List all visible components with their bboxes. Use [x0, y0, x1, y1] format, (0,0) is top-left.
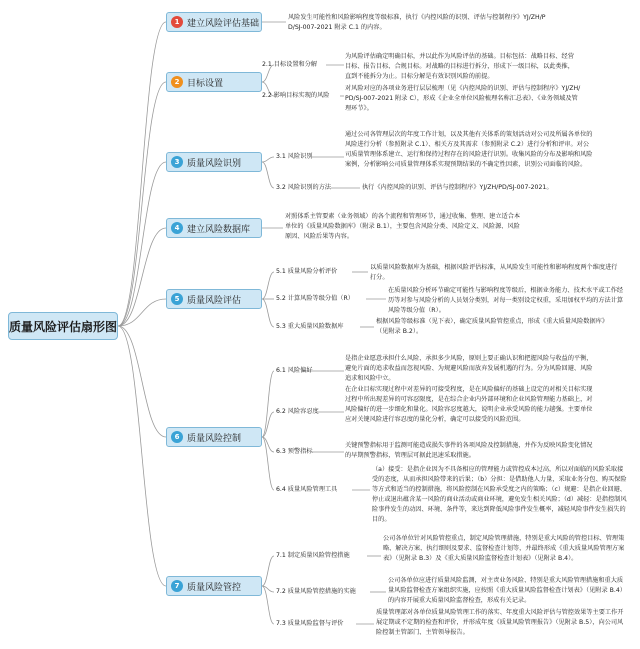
sub-connector-1-1 — [262, 162, 274, 188]
branch-1-badge: 1 — [171, 16, 183, 28]
branch-5-node — [166, 289, 262, 309]
sub-5-1-label: 5.1 质量风险分析评价 — [276, 268, 338, 275]
branch-4-badge: 4 — [171, 222, 183, 234]
sub-3-1-desc: 通过公司各管理层次的年度工作计划，以及其他有关体系的策划活动对公司及所属各单位的风险进行分析（参照附录 C.1）、相关方及其需求（参照附录 C.2）进行分析和评审。对公司质量管理体系建立、运行和保持过程存在的风险进行识别。收集风险的分布及影响和风险案例，分析影响公司质量管理体系实现预期结果的不确定性因素，识别公司面临的风险。 — [345, 131, 593, 168]
sub-2-1-desc: 为风险评估确定明确目标，并以此作为风险评估的基础。目标包括：战略目标、经营目标、报告目标、合规目标。对战略的目标进行拆分，形成下一级目标，以此类推，直到不能拆分为止。目标分解是有效识别风险的前提。 — [345, 53, 574, 80]
sub-7-3-label: 7.3 质量风险监督与评价 — [276, 620, 344, 627]
sub-6-3-label: 6.3 预警指标 — [276, 448, 313, 455]
sub-6-2-label: 6.2 风险容忍度 — [276, 408, 319, 415]
sub-3-2-label: 3.2 风险识别的方法 — [276, 184, 332, 191]
branch-4-label: 建立风险数据库 — [187, 224, 251, 235]
branch-3-label: 质量风险识别 — [187, 158, 242, 169]
sub-5-2-desc: 在质量风险分析环节确定可能性与影响程度等级后，根据业务能力、技术水平或工作经历等对参与风险分析的人员划分类别，对每一类别设定权重，采用加权平均的方法计算风险等级分值（R）。 — [388, 287, 624, 314]
sub-2-1-label: 2.1 目标设置和分解 — [262, 61, 318, 68]
sub-7-2-desc: 公司各单位应进行质量风险监测，对主责业务风险、特别是重大风险管理措施和重大质量风险监督检查方案组织实施，应按照《重大质量风险监督检查计划表》（见附录 B.4）的内容开展重大质量风险监督检查，形成有关记录。 — [388, 577, 626, 604]
sub-6-2-desc: 在企业目标实现过程中对差异的可接受程度，是在风险偏好的基础上设定的对相关目标实现过程中所出现差异的可容忍限度，是在综合企业内外部环境和企业风险管理能力基础上，对风险偏好的进一步细化和量化。风险容忍度越大，说明企业承受风险的能力越强。主要单位应对关键风险进行容忍度的量化分析，确定可以接受的风险范围。 — [345, 386, 593, 423]
sub-5-2-label: 5.2 计算风险等级分值（R） — [276, 295, 354, 302]
sub-5-3-label: 5.3 重大质量风险数据库 — [276, 323, 344, 330]
root-connector-5 — [118, 299, 166, 326]
branch-6-label: 质量风险控制 — [187, 433, 242, 444]
sub-6-4-label: 6.4 质量风险管理工具 — [276, 486, 338, 493]
branch-2-badge: 2 — [171, 76, 183, 88]
sub-connector-3-0 — [262, 371, 274, 437]
sub-connector-2-0 — [262, 272, 274, 299]
branch-6-node — [166, 427, 262, 447]
sub-6-1-desc: 是指企业愿意承担什么风险、承担多少风险，原则上要正确认识和把握风险与收益的平衡，避免片面的追求收益而忽视风险、为规避风险而放弃发展机遇的行为。分为风险回避、风险追求和风险中立。 — [345, 355, 593, 382]
branch-7-label: 质量风险管控 — [187, 582, 242, 593]
sub-7-1-label: 7.1 制定质量风险管控措施 — [276, 552, 350, 559]
branch-1-node — [166, 12, 262, 32]
branch-7-badge: 7 — [171, 580, 183, 592]
branch-2-node — [166, 72, 262, 92]
root-connector-6 — [118, 326, 166, 437]
root-connector-3 — [118, 162, 166, 326]
sub-6-3-desc: 关键预警指标用于监测可能造成损失事件的各项风险及控制措施，并作为反映风险变化情况的早期预警指标，管理层可据此迅速采取措施。 — [345, 442, 593, 459]
sub-connector-2-2 — [262, 299, 274, 327]
sub-6-1-label: 6.1 风险偏好 — [276, 367, 313, 374]
branch-6-badge: 6 — [171, 431, 183, 443]
root-connector-1 — [118, 22, 166, 326]
branch-3-badge: 3 — [171, 156, 183, 168]
branch-2-label: 目标设置 — [187, 78, 224, 89]
sub-3-2-desc: 执行《内控风险的识别、评估与控制程序》YJ/ZH/PD/SJ-007-2021。 — [362, 184, 553, 191]
branch-1-label: 建立风险评估基础 — [187, 18, 260, 29]
sub-7-1-desc: 公司各单位针对风险管控重点，制定风险管理措施，特别是重大风险的管控目标、管理策略、解决方案、执行细则及要求、监督检查计划等，并最终形成《重大质量风险管理方案表》（见附录 B.3）及《重大质量风险监督检查计划表》（见附录 B.4）。 — [383, 535, 625, 562]
sub-7-2-label: 7.2 质量风险管控措施的实施 — [276, 588, 356, 595]
branch-3-node — [166, 152, 262, 172]
branch-5-badge: 5 — [171, 293, 183, 305]
sub-7-3-desc: 质量管理部对各单位质量风险管理工作的落实、年度重大风险评估与管控效果等主要工作开展定期或不定期的检查和评价，并形成年度《质量风险管理报告》（见附录 B.5），向公司风险控制主管部门、主管领导报告。 — [376, 609, 624, 636]
root-connector-7 — [118, 326, 166, 586]
sub-5-3-desc: 根据风险等级标准（见下表），确定质量风险管控重点，形成《重大质量风险数据库》（见附录 B.2）。 — [376, 318, 609, 335]
sub-5-1-desc: 以质量风险数据库为基础，根据风险评估标准，从风险发生可能性和影响程度两个维度进行打分。 — [370, 264, 618, 281]
branch-1-desc: 风险发生可能性和风险影响程度等级标准，执行《内控风险的识别、评估与控制程序》YJ/ZH/PD/SJ-007-2021 附录 C.1 的内容。 — [288, 14, 546, 31]
sub-connector-4-0 — [262, 556, 274, 586]
root-node — [8, 312, 118, 340]
sub-6-4-desc: （a）接受：是指企业因为不具备相应的管理能力或管控成本过高，所以对面临的风险采取接受的态度，从而承担风险带来的后果；（b）分担：是借助他人力量，采取业务分包、购买保险等方式和适当的控制措施，将风险控制在风险承受度之内的策略；（c）规避：是指企业回避、停止或退出蕴含某一风险的商业活动或商业环境，避免发生相关风险；（d）减轻：是指控制风险事件发生的动因、环境、条件等，来达到降低风险事件发生概率，减轻风险事件发生损失的目的。 — [372, 466, 627, 523]
root-title: 质量风险评估扇形图 — [9, 319, 118, 334]
branch-4-node — [166, 218, 262, 238]
sub-2-2-desc: 对风险对应的各项业务进行层层梳理（见《内控风险的识别、评估与控制程序》YJ/ZH/PD/SJ-007-2021 附录 C），形成《企业全单位风险梳理名称汇总表》、《业务领域及管理环节》。 — [345, 85, 581, 112]
sub-connector-1-0 — [262, 157, 274, 162]
sub-2-2-label: 2.2 影响目标实现的风险 — [262, 92, 330, 99]
branch-4-desc: 对照体系主管要素（业务领域）的各个流程和管理环节，通过收集、整理、建立适合本单位的《质量风险数据库》（附录 B.1），主要包含风险分类、风险定义、风险源、风险原因、风险后果等内容。 — [285, 213, 521, 240]
branch-5-label: 质量风险评估 — [187, 295, 242, 306]
branch-7-node — [166, 576, 262, 596]
root-connector-2 — [118, 82, 166, 326]
sub-3-1-label: 3.1 风险识别 — [276, 153, 313, 160]
